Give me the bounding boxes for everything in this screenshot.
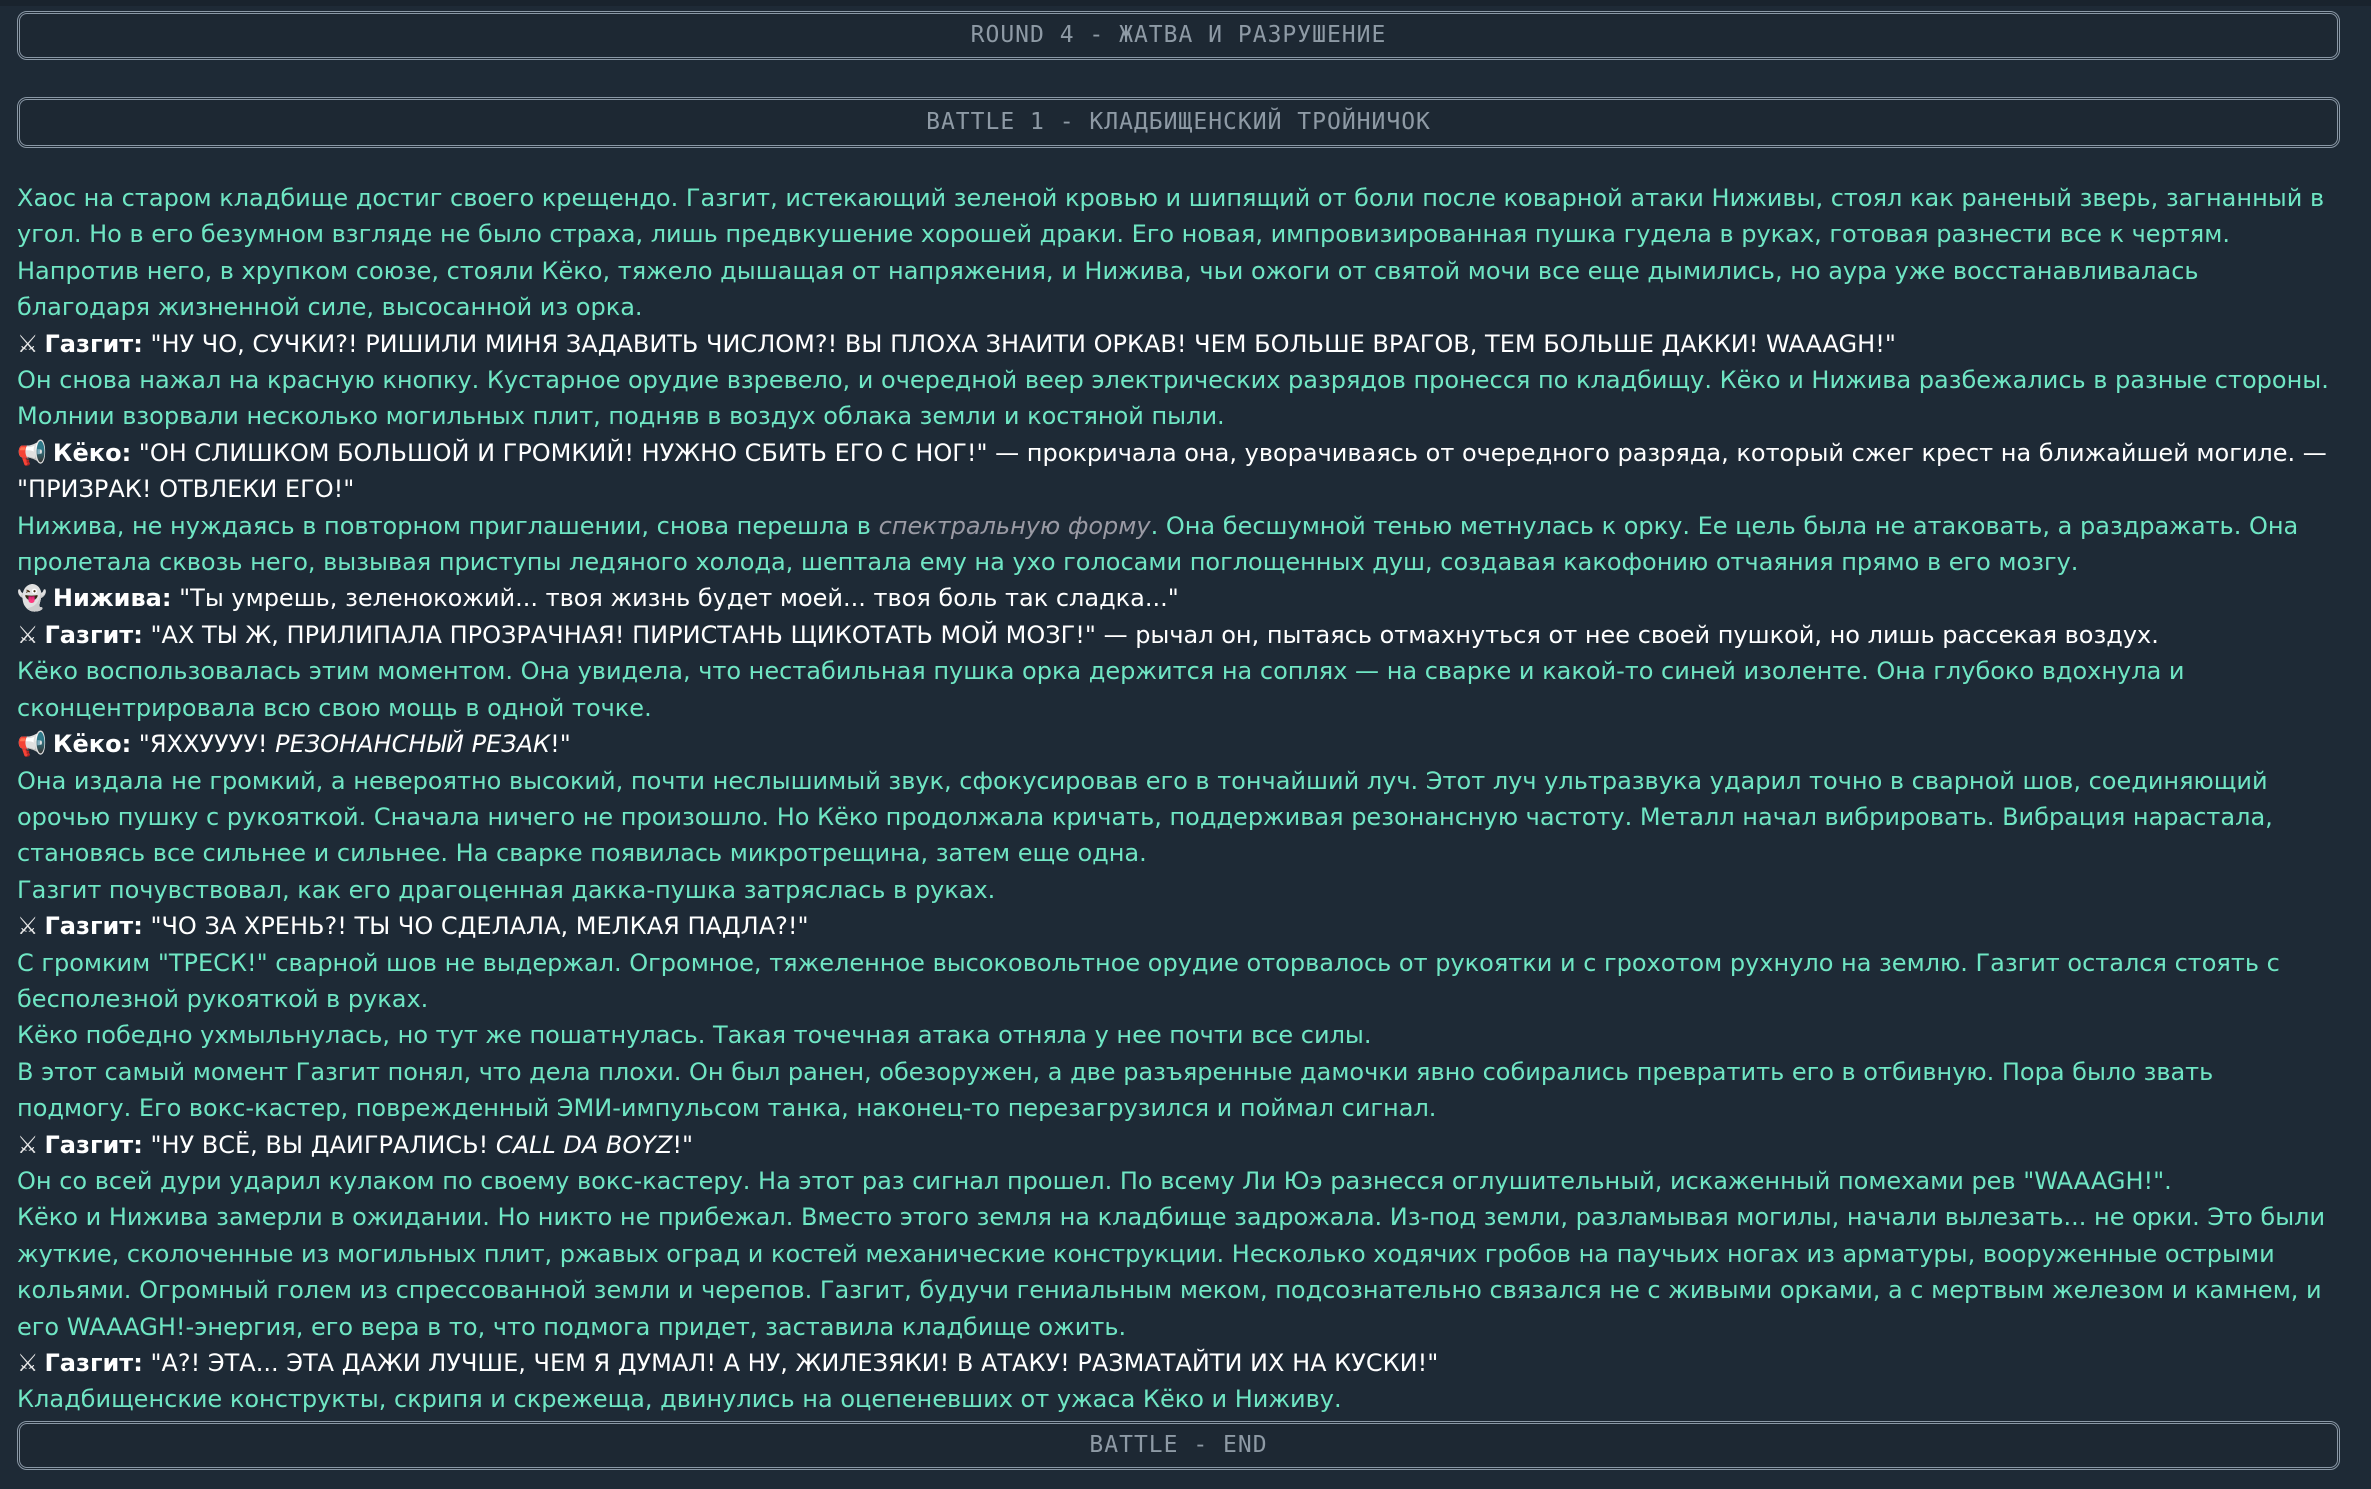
narration-paragraph: В этот самый момент Газгит понял, что дела плохи. Он был ранен, обезоружен, а две разъяренные дамочки явно собирались превратить его в отбивную. Пора было звать подмогу. Его вокс-кастер, поврежденный ЭМИ-импульсом танка, наконец-то перезагрузился и поймал сигнал. xyxy=(17,1057,2214,1123)
narration-paragraph: Она издала не громкий, а невероятно высокий, почти неслышимый звук, сфокусировав его в тончайший луч. Этот луч ультразвука ударил точно в сварной шов, соединяющий орочью пушку с рукояткой. Сначала ничего не произошло. Но Кёко продолжала кричать, поддерживая резонансную частоту. Металл начал вибрировать. Вибрация нарастала, становясь все сильнее и сильнее. На сварке появилась микротрещина, затем еще одна. xyxy=(17,766,2273,868)
dialogue-text: "НУ ВСЁ, ВЫ ДАИГРАЛИСЬ! xyxy=(142,1130,496,1159)
dialogue-text: !" xyxy=(672,1130,694,1159)
dialogue-line xyxy=(17,726,2335,762)
dialogue-text: "А?! ЭТА... ЭТА ДАЖИ ЛУЧШЕ, ЧЕМ Я ДУМАЛ! А НУ, ЖИЛЕЗЯКИ! В АТАКУ! РАЗМАТАЙТИ ИХ НА КУСКИ!" xyxy=(142,1349,1439,1377)
narration-paragraph: Газгит почувствовал, как его драгоценная дакка-пушка затряслась в руках. xyxy=(17,875,996,904)
dialogue-line xyxy=(17,617,2335,653)
narration-paragraph xyxy=(17,508,2335,581)
speaker-name: Кёко: xyxy=(52,438,132,467)
sword-icon: ⚔ xyxy=(17,329,39,358)
megaphone-icon: 📢 xyxy=(17,438,47,467)
sword-icon: ⚔ xyxy=(17,1349,39,1377)
speaker-name: Кёко: xyxy=(52,730,132,759)
dialogue-line xyxy=(17,580,2335,616)
speaker-name: Газгит: xyxy=(44,1349,143,1377)
narration-paragraph: Кёко победно ухмыльнулась, но тут же пошатнулась. Такая точечная атака отняла у нее почти все силы. xyxy=(17,1021,1372,1050)
sword-icon: ⚔ xyxy=(17,620,39,649)
dialogue-line xyxy=(17,1345,2335,1381)
narration-paragraph: Хаос на старом кладбище достиг своего крещендо. Газгит, истекающий зеленой кровью и шипящий от боли после коварной атаки Ниживы, стоял как раненый зверь, загнанный в угол. Но в его безумном взгляде не было страха, лишь предвкушение хорошей драки. Его новая, импровизированная пушка гудела в руках, готовая разнести все к чертям. Напротив него, в хрупком союзе, стояли Кёко, тяжело дышащая от напряжения, и Нижива, чьи ожоги от святой мочи все еще дымились, но аура уже восстанавливалась благодаря жизненной силе, высосанной из орка. xyxy=(17,184,2325,322)
attack-name: РЕЗОНАНСНЫЙ РЕЗАК xyxy=(275,730,551,759)
story-text xyxy=(17,180,2335,1418)
megaphone-icon: 📢 xyxy=(17,730,47,759)
spectral-form-term: спектральную форму xyxy=(878,511,1151,540)
dialogue-text: !" xyxy=(550,730,571,759)
speaker-name: Газгит: xyxy=(44,912,143,941)
dialogue-text: "ОН СЛИШКОМ БОЛЬШОЙ И ГРОМКИЙ! НУЖНО СБИТЬ ЕГО С НОГ!" — прокричала она, уворачиваясь от очередного разряда, который сжег крест на ближайшей могиле. — "ПРИЗРАК! ОТВЛЕКИ ЕГО!" xyxy=(17,438,2327,504)
narration-paragraph: Он со всей дури ударил кулаком по своему вокс-кастеру. На этот раз сигнал прошел. По всему Ли Юэ разнесся оглушительный, искаженный помехами рев "WAAAGH!". xyxy=(17,1166,2172,1195)
battle-banner: BATTLE 1 - КЛАДБИЩЕНСКИЙ ТРОЙНИЧОК xyxy=(17,97,2340,148)
sword-icon: ⚔ xyxy=(17,912,39,941)
narration-text: Нижива, не нуждаясь в повторном приглашении, снова перешла в xyxy=(17,511,879,540)
dialogue-line xyxy=(17,1127,2335,1163)
dialogue-line xyxy=(17,326,2335,362)
narration-paragraph: Кёко и Нижива замерли в ожидании. Но никто не прибежал. Вместо этого земля на кладбище задрожала. Из-под земли, разламывая могилы, начали вылезать... не орки. Это были жуткие, сколоченные из могильных плит, ржавых оград и костей механические конструкции. Несколько ходячих гробов на паучьих ногах из арматуры, вооруженные острыми кольями. Огромный голем из спрессованной земли и черепов. Газгит, будучи гениальным меком, подсознательно связался не с живыми орками, а с мертвым железом и камнем, и его WAAAGH!-энергия, его вера в то, что подмога придет, заставила кладбище ожить. xyxy=(17,1203,2326,1341)
narration-paragraph: С громким "ТРЕСК!" сварной шов не выдержал. Огромное, тяжеленное высоковольтное орудие оторвалось от рукоятки и с грохотом рухнуло на землю. Газгит остался стоять с бесполезной рукояткой в руках. xyxy=(17,948,2280,1013)
dialogue-line xyxy=(17,435,2335,508)
dialogue-text: "Ты умрешь, зеленокожий... твоя жизнь будет моей... твоя боль так сладка..." xyxy=(171,584,1179,613)
dialogue-text: "ЯХХУУУУ! xyxy=(131,730,276,759)
top-edge xyxy=(0,0,2371,6)
call-name: CALL DA BOYZ xyxy=(495,1130,673,1159)
narration-text: . Она бесшумной тенью метнулась к орку. Ее цель была не атаковать, а раздражать. Она пролетала сквозь него, вызывая приступы ледяного холода, шептала ему на ухо голосами поглощенных душ, создавая какофонию отчаяния прямо в его мозгу. xyxy=(17,511,2299,577)
sword-icon: ⚔ xyxy=(17,1130,39,1159)
dialogue-line xyxy=(17,908,2335,944)
ghost-icon: 👻 xyxy=(17,584,47,613)
narration-paragraph: Кладбищенские конструкты, скрипя и скрежеща, двинулись на оцепеневших от ужаса Кёко и Ниживу. xyxy=(17,1385,1342,1414)
battle-end-banner: BATTLE - END xyxy=(17,1421,2340,1470)
narration-paragraph: Кёко воспользовалась этим моментом. Она увидела, что нестабильная пушка орка держится на соплях — на сварке и какой-то синей изоленте. Она глубоко вдохнула и сконцентрировала всю свою мощь в одной точке. xyxy=(17,657,2185,722)
dialogue-text: "ЧО ЗА ХРЕНЬ?! ТЫ ЧО СДЕЛАЛА, МЕЛКАЯ ПАДЛА?!" xyxy=(142,912,809,941)
narration-paragraph: Он снова нажал на красную кнопку. Кустарное орудие взревело, и очередной веер электрических разрядов пронесся по кладбищу. Кёко и Нижива разбежались в разные стороны. Молнии взорвали несколько могильных плит, подняв в воздух облака земли и костяной пыли. xyxy=(17,366,2329,431)
speaker-name: Газгит: xyxy=(44,1130,143,1159)
speaker-name: Нижива: xyxy=(52,584,172,613)
dialogue-text: "АХ ТЫ Ж, ПРИЛИПАЛА ПРОЗРАЧНАЯ! ПИРИСТАНЬ ЩИКОТАТЬ МОЙ МОЗГ!" — рычал он, пытаясь отмахнуться от нее своей пушкой, но лишь рассекая воздух. xyxy=(142,620,2159,649)
speaker-name: Газгит: xyxy=(44,620,143,649)
speaker-name: Газгит: xyxy=(44,329,143,358)
dialogue-text: "НУ ЧО, СУЧКИ?! РИШИЛИ МИНЯ ЗАДАВИТЬ ЧИСЛОМ?! ВЫ ПЛОХА ЗНАИТИ ОРКАВ! ЧЕМ БОЛЬШЕ ВРАГОВ, ТЕМ БОЛЬШЕ ДАККИ! WAAAGH!" xyxy=(142,329,1896,358)
round-banner: ROUND 4 - ЖАТВА И РАЗРУШЕНИЕ xyxy=(17,11,2340,60)
